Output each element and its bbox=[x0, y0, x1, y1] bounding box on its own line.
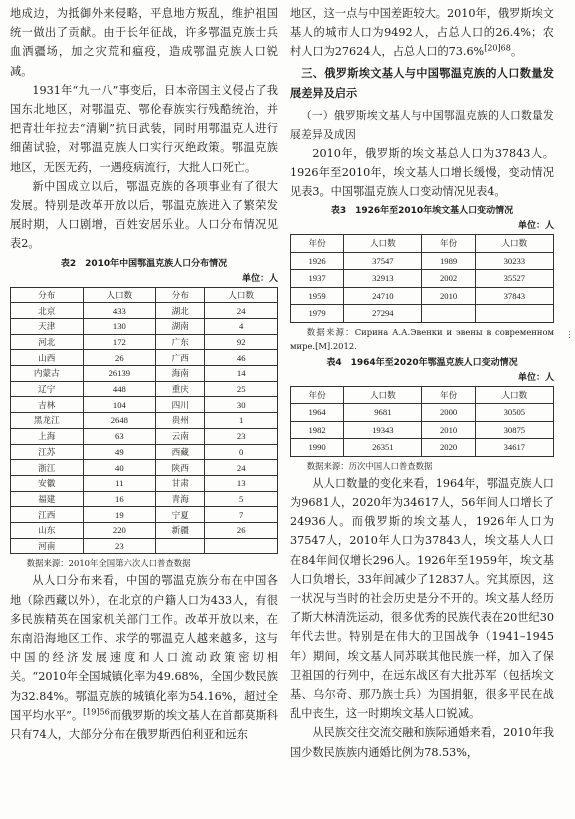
table2-cell: 23 bbox=[83, 538, 156, 554]
table4-source: 数据来源：历次中国人口普查数据 bbox=[306, 460, 433, 471]
table2-row bbox=[11, 303, 278, 319]
table4-cell: 1982 bbox=[291, 421, 344, 439]
table3-header-row bbox=[291, 235, 554, 253]
table2-cell: 陕西 bbox=[156, 460, 205, 476]
table4-header-row bbox=[291, 386, 554, 404]
table3-cell: 1926 bbox=[291, 252, 344, 270]
table2-cell: 30 bbox=[205, 397, 278, 413]
table2-row bbox=[11, 381, 278, 397]
paragraph-urban-end: 。 bbox=[510, 45, 523, 59]
table3-cell bbox=[475, 305, 553, 323]
table2-cell: 辽宁 bbox=[11, 381, 84, 397]
table2-cell: 河南 bbox=[11, 538, 84, 554]
table3-cell: 30233 bbox=[475, 252, 553, 270]
table2-cell: 63 bbox=[83, 428, 156, 444]
table2-cell: 福建 bbox=[11, 491, 84, 507]
table3-cell: 37547 bbox=[344, 252, 422, 270]
table2-cell: 23 bbox=[205, 428, 278, 444]
paragraph-distribution bbox=[10, 571, 278, 744]
table2-cell: 92 bbox=[205, 334, 278, 350]
table2-row bbox=[11, 460, 278, 476]
table2-cell: 西藏 bbox=[156, 444, 205, 460]
table3-row bbox=[291, 270, 554, 288]
table4-cell: 2020 bbox=[422, 439, 475, 457]
table2-cell: 吉林 bbox=[11, 397, 84, 413]
table2-cell: 宁夏 bbox=[156, 507, 205, 523]
table4-unit: 单位：人 bbox=[517, 372, 554, 383]
table3-unit: 单位：人 bbox=[517, 221, 554, 232]
table2-cell: 安徽 bbox=[11, 475, 84, 491]
table2-cell: 天津 bbox=[11, 319, 84, 335]
table2-cell: 黑龙江 bbox=[11, 413, 84, 429]
table2-cell: 湖南 bbox=[156, 319, 205, 335]
table2-cell: 104 bbox=[83, 397, 156, 413]
table2-row bbox=[11, 522, 278, 538]
table2-row bbox=[11, 507, 278, 523]
table4-header-cell: 人口数 bbox=[475, 386, 553, 404]
table2-cell: 江西 bbox=[11, 507, 84, 523]
table3-cell: 1937 bbox=[291, 270, 344, 288]
table2-cell: 4 bbox=[205, 319, 278, 335]
table2-row bbox=[11, 413, 278, 429]
table2-cell: 2648 bbox=[83, 413, 156, 429]
paragraph-1931: 1931年“九一八”事变后，日本帝国主义侵占了我国东北地区，对鄂温克、鄂伦春族实行残酷统治，并把青壮年拉去“清剿”抗日武装，同时用鄂温克人进行细菌试验，对鄂温克族人口实行灭绝政策。鄂温克族地区，无医无药，一遇疫病流行，大批人口死亡。 bbox=[10, 83, 278, 174]
table2-cell: 江苏 bbox=[11, 444, 84, 460]
table2-cell: 49 bbox=[83, 444, 156, 460]
table4-cell: 9681 bbox=[344, 404, 422, 422]
paragraph-distribution-text: 从人口分布来看，中国的鄂温克族分布在中国各地（除西藏以外），在北京的户籍人口为433人，有很多民族精英在国家机关部门工作。改革开放以来，在东南沿海地区工作、求学的鄂温克人越来越多，这与中国的经济发展速度和人口流动政策密切相关。“2010年全国城镇化率为49.68%，全国少数民族为32.84%。鄂温克族的城镇化率为54.16%，超过全国平均水平”。 bbox=[10, 574, 278, 722]
table2-cell: 青海 bbox=[156, 491, 205, 507]
table3-row bbox=[291, 252, 554, 270]
table2-cell bbox=[156, 538, 205, 554]
table2-cell: 14 bbox=[205, 366, 278, 382]
table4-cell: 26351 bbox=[344, 439, 422, 457]
table3-header-cell: 人口数 bbox=[344, 235, 422, 253]
table4-cell: 30505 bbox=[475, 404, 553, 422]
paragraph-continuation-right bbox=[290, 4, 554, 62]
table2-cell: 浙江 bbox=[11, 460, 84, 476]
table2-header-cell: 人口数 bbox=[205, 287, 278, 303]
table2-header-cell: 分布 bbox=[156, 287, 205, 303]
table2-cell: 40 bbox=[83, 460, 156, 476]
table2-cell: 云南 bbox=[156, 428, 205, 444]
table2-header-cell: 人口数 bbox=[83, 287, 156, 303]
table2-header-row bbox=[11, 287, 278, 303]
table2-cell: 16 bbox=[83, 491, 156, 507]
table3-header-cell: 人口数 bbox=[475, 235, 553, 253]
table2-cell bbox=[205, 538, 278, 554]
table2-cell: 46 bbox=[205, 350, 278, 366]
table3-cell: 2002 bbox=[422, 270, 475, 288]
table4-row bbox=[291, 404, 554, 422]
paragraph-continuation: 地成边，为抵御外来侵略，平息地方叛乱，维护祖国统一做出了贡献。由于长年征战，许多鄂温克族士兵血洒疆场，加之灾荒和瘟疫，造成鄂温克族人口锐减。 bbox=[10, 7, 278, 78]
table2-cell: 广东 bbox=[156, 334, 205, 350]
table2-row bbox=[11, 428, 278, 444]
table2-cell: 1 bbox=[205, 413, 278, 429]
table4-caption: 表4 1964年至2020年鄂温克族人口变动情况 bbox=[326, 357, 518, 368]
table4-row bbox=[291, 421, 554, 439]
table2-row bbox=[11, 475, 278, 491]
table2-cell: 河北 bbox=[11, 334, 84, 350]
table2-row bbox=[11, 444, 278, 460]
table2-row bbox=[11, 397, 278, 413]
paragraph-new-china: 新中国成立以后，鄂温克族的各项事业有了很大发展。特别是改革开放以后，鄂温克族进入了繁荣发展时期，人口剧增，百姓安居乐业。人口分布情况见表2。 bbox=[10, 179, 278, 251]
table2-cell: 448 bbox=[83, 381, 156, 397]
table2-source: 数据来源：2010年全国第六次人口普查数据 bbox=[26, 558, 191, 569]
table2-cell: 24 bbox=[205, 460, 278, 476]
table2-distribution bbox=[10, 287, 278, 555]
table2-cell: 26 bbox=[83, 350, 156, 366]
table2-body bbox=[11, 287, 278, 554]
subsection-heading: （一）俄罗斯埃文基人与中国鄂温克族的人口数量发展差异及成因 bbox=[290, 108, 554, 141]
table2-unit: 单位：人 bbox=[241, 273, 278, 284]
margin-mark: ︙ bbox=[563, 330, 573, 339]
table2-cell: 新疆 bbox=[156, 522, 205, 538]
table2-cell: 上海 bbox=[11, 428, 84, 444]
table2-cell: 220 bbox=[83, 522, 156, 538]
table2-row bbox=[11, 538, 278, 554]
table3-cell: 37843 bbox=[475, 287, 553, 305]
table3-header-cell: 年份 bbox=[422, 235, 475, 253]
table2-cell: 海南 bbox=[156, 366, 205, 382]
table2-cell: 甘肃 bbox=[156, 475, 205, 491]
table3-cell: 2010 bbox=[422, 287, 475, 305]
table2-caption: 表2 2010年中国鄂温克族人口分布情况 bbox=[60, 258, 228, 269]
paragraph-2010: 2010年，俄罗斯的埃文基总人口为37843人。1926年至2010年，埃文基人口增长缓慢，变动情况见表3。中国鄂温克族人口变动情况见表4。 bbox=[290, 146, 554, 199]
paragraph-distribution-tail: 而俄罗斯的埃文基人在首都莫斯科只有74人，大部分分布在俄罗斯西伯利亚和远东 bbox=[10, 708, 278, 741]
table2-cell: 0 bbox=[205, 444, 278, 460]
table2-cell: 130 bbox=[83, 319, 156, 335]
table2-cell: 25 bbox=[205, 381, 278, 397]
table2-cell: 广西 bbox=[156, 350, 205, 366]
table4-cell: 34617 bbox=[475, 439, 553, 457]
table2-cell: 19 bbox=[83, 507, 156, 523]
citation-19: [19]56 bbox=[83, 707, 110, 717]
table3-cell bbox=[422, 305, 475, 323]
table2-cell: 内蒙古 bbox=[11, 366, 84, 382]
table4-cell: 19343 bbox=[344, 421, 422, 439]
table4-body bbox=[291, 386, 554, 456]
table2-cell: 山东 bbox=[11, 522, 84, 538]
table2-cell: 7 bbox=[205, 507, 278, 523]
paragraph-intermarriage: 从民族交往交流交融和族际通婚来看，2010年我国少数民族族内通婚比例为78.53%， bbox=[290, 726, 554, 759]
table3-cell: 32913 bbox=[344, 270, 422, 288]
table2-header-cell: 分布 bbox=[11, 287, 84, 303]
table2-row bbox=[11, 366, 278, 382]
table2-cell: 24 bbox=[205, 303, 278, 319]
left-column bbox=[10, 4, 278, 744]
table2-cell: 北京 bbox=[11, 303, 84, 319]
table2-cell: 湖北 bbox=[156, 303, 205, 319]
table3-row bbox=[291, 305, 554, 323]
table3-evenki bbox=[290, 234, 554, 323]
citation-20: [20]68 bbox=[484, 43, 511, 53]
table4-row bbox=[291, 439, 554, 457]
table3-source: 数据来源：Сирина А.А.Эвенки и эвены в современном мире.[M].2012. bbox=[290, 326, 554, 351]
table4-header-cell: 年份 bbox=[291, 386, 344, 404]
right-column bbox=[290, 4, 554, 762]
table3-cell: 1959 bbox=[291, 287, 344, 305]
table2-row bbox=[11, 334, 278, 350]
table4-cell: 2010 bbox=[422, 421, 475, 439]
table2-cell: 重庆 bbox=[156, 381, 205, 397]
table3-caption: 表3 1926年至2010年埃文基人口变动情况 bbox=[330, 206, 514, 217]
table4-cell: 1990 bbox=[291, 439, 344, 457]
table2-cell: 山西 bbox=[11, 350, 84, 366]
table2-cell: 四川 bbox=[156, 397, 205, 413]
table3-cell: 27294 bbox=[344, 305, 422, 323]
table4-header-cell: 年份 bbox=[422, 386, 475, 404]
table3-body bbox=[291, 235, 554, 323]
table2-row bbox=[11, 319, 278, 335]
table4-cell: 2000 bbox=[422, 404, 475, 422]
table3-cell: 1989 bbox=[422, 252, 475, 270]
table3-cell: 1979 bbox=[291, 305, 344, 323]
table4-cell: 30875 bbox=[475, 421, 553, 439]
table2-cell: 433 bbox=[83, 303, 156, 319]
table3-cell: 24710 bbox=[344, 287, 422, 305]
table2-row bbox=[11, 350, 278, 366]
table2-cell: 5 bbox=[205, 491, 278, 507]
table2-cell: 26 bbox=[205, 522, 278, 538]
table2-cell: 26139 bbox=[83, 366, 156, 382]
table2-row bbox=[11, 491, 278, 507]
table3-cell: 35527 bbox=[475, 270, 553, 288]
table2-cell: 13 bbox=[205, 475, 278, 491]
table3-row bbox=[291, 287, 554, 305]
paragraph-population-change: 从人口数量的变化来看，1964年，鄂温克族人口为9681人，2020年为34617人，56年间人口增长了24936人。而俄罗斯的埃文基人，1926年人口为37547人，2010年人口为37843人，埃文基人人口在84年间仅增长296人。1926年至1959年，埃文基人口负增长，33年间减少了12837人。究其原因，这一状况与当时的社会历史是分不开的。埃文基人经历了斯大林清洗运动，很多优秀的民族代表在20世纪30年代去世。特别是在伟大的卫国战争（1941–1945年）期间，埃文基人同苏联其他民族一样，加入了保卫祖国的行列中，在远东战区有大批苏军（包括埃文基、乌尔奇、那乃族士兵）为国捐躯，很多平民在战乱中丧生，这一时期埃文基人口锐减。 bbox=[290, 476, 554, 721]
table2-cell: 11 bbox=[83, 475, 156, 491]
section-heading: 三、俄罗斯埃文基人与中国鄂温克族的人口数量发展差异及启示 bbox=[290, 66, 554, 100]
table2-cell: 贵州 bbox=[156, 413, 205, 429]
table2-cell: 172 bbox=[83, 334, 156, 350]
table4-ewenki bbox=[290, 386, 554, 457]
paragraph-urban-text: 地区，这一点与中国差距较大。2010年，俄罗斯埃文基人的城市人口为9492人，占总人口的26.4%；农村人口为27624人，占总人口的73.6% bbox=[290, 7, 554, 59]
table4-header-cell: 人口数 bbox=[344, 386, 422, 404]
table4-cell: 1964 bbox=[291, 404, 344, 422]
table3-header-cell: 年份 bbox=[291, 235, 344, 253]
